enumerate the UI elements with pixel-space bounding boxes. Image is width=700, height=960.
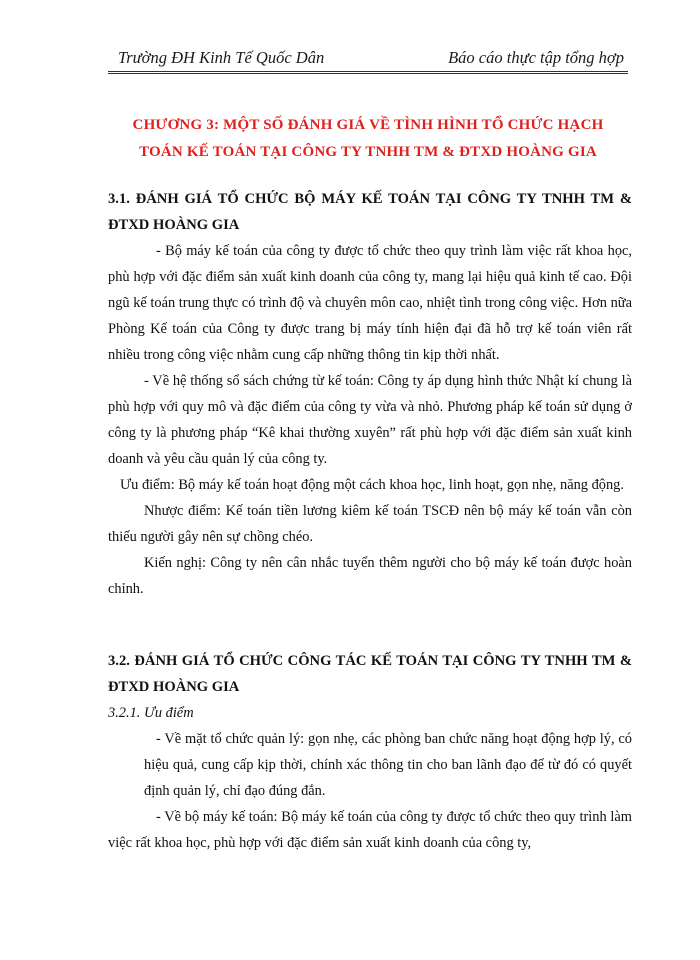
header-university: Trường ĐH Kinh Tế Quốc Dân [118,48,325,67]
section-3-1-heading: 3.1. ĐÁNH GIÁ TỔ CHỨC BỘ MÁY KẾ TOÁN TẠI CÔNG TY TNHH TM & ĐTXD HOÀNG GIA [108,191,632,233]
section-3-1-paragraph-1: - Bộ máy kế toán của công ty được tổ chức theo quy trình làm việc rất khoa học, phù hợp với đặc điểm sản xuất kinh doanh của công ty, mang lại hiệu quả kinh tế cao. Đội ngũ kế toán trung thực có trình độ và chuyên môn cao, nhiệt tình trong công việc. Hơn nữa Phòng Kế toán của Công ty được trang bị máy tính hiện đại đã hỗ trợ kế toán viên rất nhiều trong công việc nhằm cung cấp những thông tin kịp thời nhất. [108,243,632,363]
section-3-2-heading: 3.2. ĐÁNH GIÁ TỔ CHỨC CÔNG TÁC KẾ TOÁN TẠI CÔNG TY TNHH TM & ĐTXD HOÀNG GIA [108,653,632,695]
section-3-1-advantages: Ưu điểm: Bộ máy kế toán hoạt động một cách khoa học, linh hoạt, gọn nhẹ, năng động. [120,477,624,493]
page-header [118,46,624,72]
section-3-1-paragraph-2: - Về hệ thống sổ sách chứng từ kế toán: Công ty áp dụng hình thức Nhật kí chung là phù hợp với quy mô và đặc điểm của công ty vừa và nhỏ. Phương pháp kế toán sử dụng ở công ty là phương pháp “Kê khai thường xuyên” rất phù hợp với đặc điểm sản xuất kinh doanh và yêu cầu quản lý của công ty. [108,373,632,467]
header-report-title: Báo cáo thực tập tổng hợp [448,48,624,67]
chapter-title-line-1: CHƯƠNG 3: MỘT SỐ ĐÁNH GIÁ VỀ TÌNH HÌNH TỔ CHỨC HẠCH [132,117,604,133]
chapter-title-line-2: TOÁN KẾ TOÁN TẠI CÔNG TY TNHH TM & ĐTXD HOÀNG GIA [139,144,597,160]
section-3-1 [108,186,632,602]
section-3-2-1-subheading: 3.2.1. Ưu điểm [108,705,194,721]
section-3-1-disadvantages: Nhược điểm: Kế toán tiền lương kiêm kế toán TSCĐ nên bộ máy kế toán vẫn còn thiếu người gây nên sự chồng chéo. [108,503,632,545]
section-3-2-1-paragraph-2: - Về bộ máy kế toán: Bộ máy kế toán của công ty được tổ chức theo quy trình làm việc rất khoa học, phù hợp với đặc điểm sản xuất kinh doanh của công ty, [108,809,632,851]
section-3-2-1-paragraph-1: - Về mặt tổ chức quản lý: gọn nhẹ, các phòng ban chức năng hoạt động hợp lý, có hiệu quả, cung cấp kịp thời, chính xác thông tin cho ban lãnh đạo để từ đó có quyết định quản lý, chỉ đạo đúng đắn. [144,731,632,799]
chapter-title [108,112,628,166]
section-3-1-recommendation: Kiến nghị: Công ty nên cân nhắc tuyển thêm người cho bộ máy kế toán được hoàn chỉnh. [108,555,632,597]
header-divider [108,71,628,74]
section-3-2 [108,648,632,856]
